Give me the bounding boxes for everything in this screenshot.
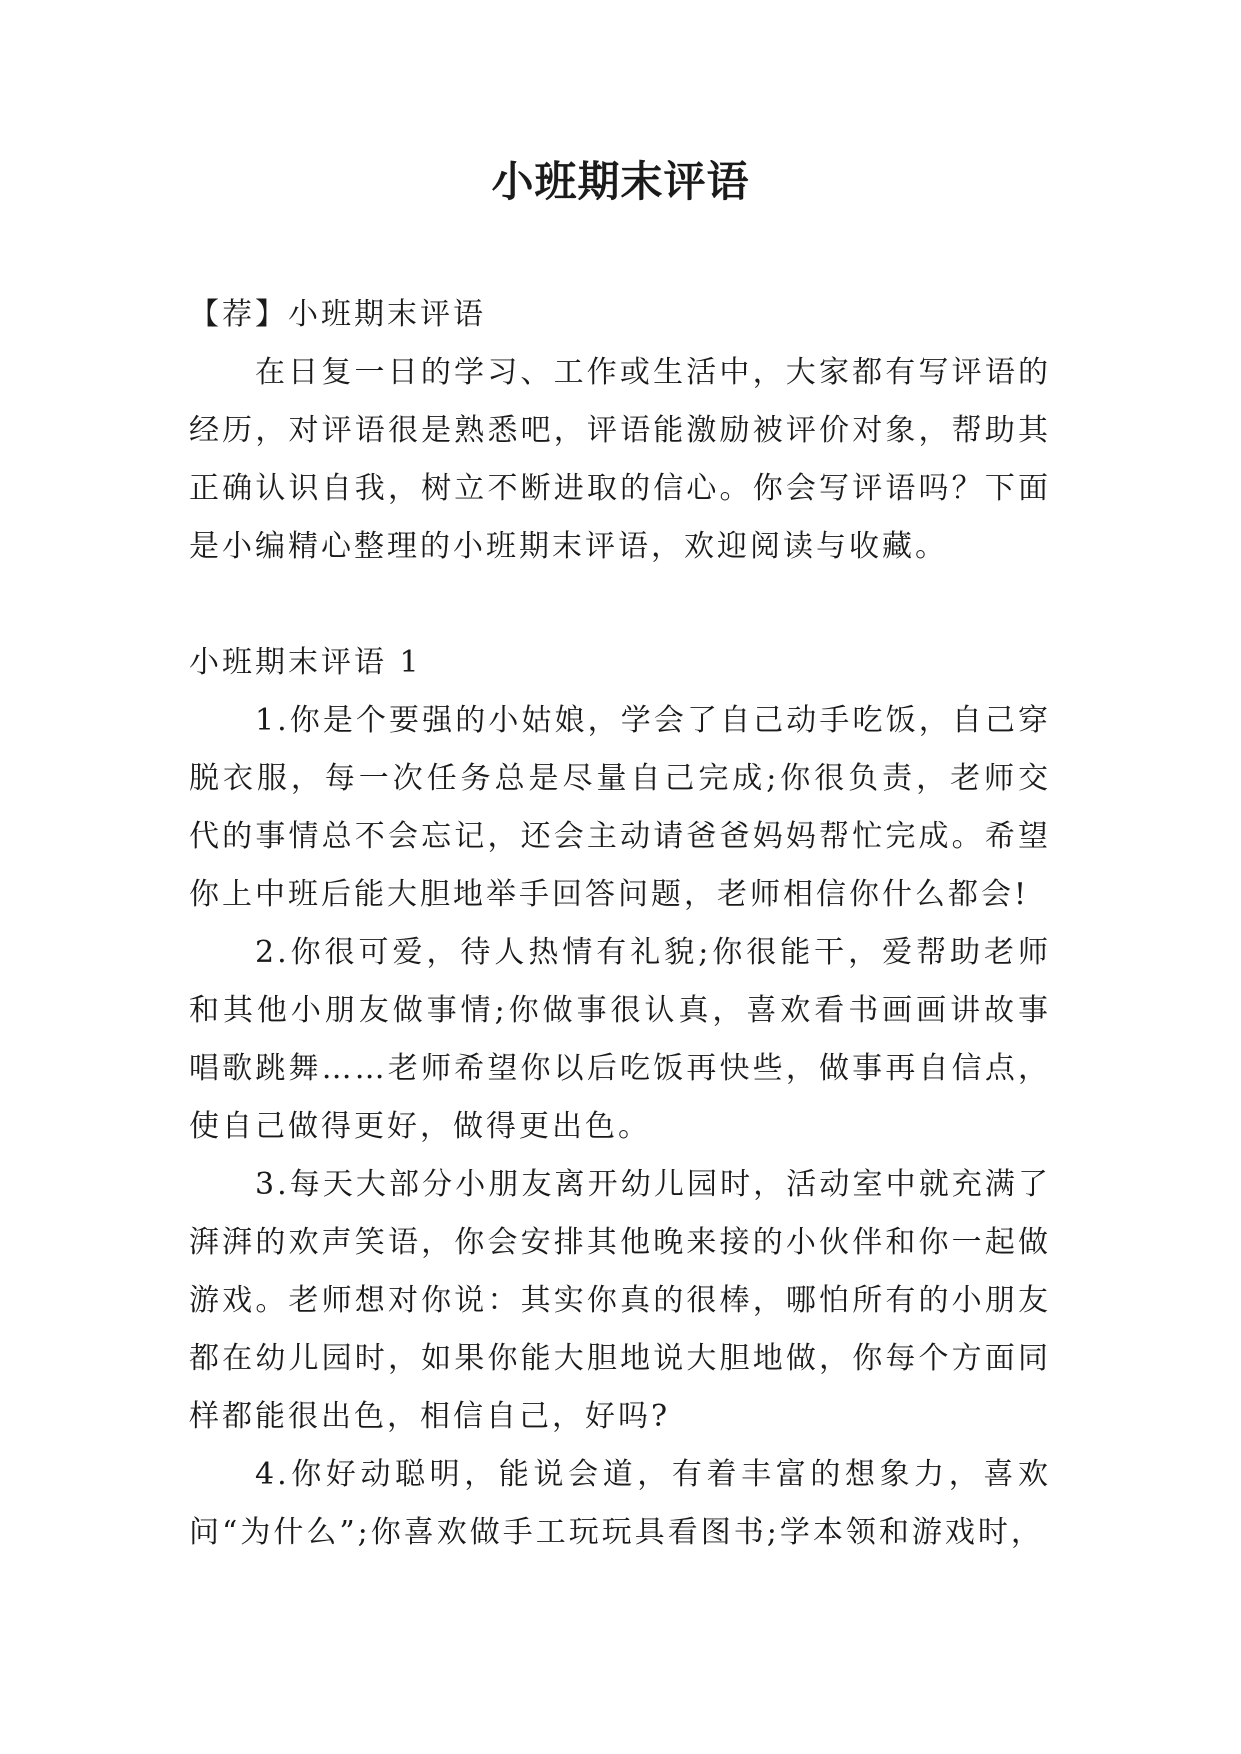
comment-item-1: 1.你是个要强的小姑娘，学会了自己动手吃饭，自己穿脱衣服，每一次任务总是尽量自己完成;你很负责，老师交代的事情总不会忘记，还会主动请爸爸妈妈帮忙完成。希望你上中班后能大胆地举手回答问题，老师相信你什么都会!	[189, 703, 1051, 912]
section-heading: 小班期末评语 1	[189, 645, 422, 680]
recommend-heading: 【荐】小班期末评语	[189, 297, 486, 332]
document-title: 小班期末评语	[491, 157, 750, 206]
comment-item-2: 2.你很可爱，待人热情有礼貌;你很能干，爱帮助老师和其他小朋友做事情;你做事很认真，喜欢看书画画讲故事唱歌跳舞……老师希望你以后吃饭再快些，做事再自信点，使自己做得更好，做得更出色。	[189, 935, 1051, 1144]
paragraph-spacer	[189, 576, 1051, 634]
intro-paragraph: 在日复一日的学习、工作或生活中，大家都有写评语的经历，对评语很是熟悉吧，评语能激励被评价对象，帮助其正确认识自我，树立不断进取的信心。你会写评语吗？下面是小编精心整理的小班期末评语，欢迎阅读与收藏。	[189, 355, 1051, 564]
comment-item-3: 3.每天大部分小朋友离开幼儿园时，活动室中就充满了湃湃的欢声笑语，你会安排其他晚来接的小伙伴和你一起做游戏。老师想对你说：其实你真的很棒，哪怕所有的小朋友都在幼儿园时，如果你能大胆地说大胆地做，你每个方面同样都能很出色，相信自己，好吗?	[189, 1167, 1051, 1434]
document-body	[189, 286, 1051, 1562]
comment-item-4: 4.你好动聪明，能说会道，有着丰富的想象力，喜欢问“为什么”;你喜欢做手工玩玩具看图书;学本领和游戏时，	[189, 1457, 1051, 1550]
